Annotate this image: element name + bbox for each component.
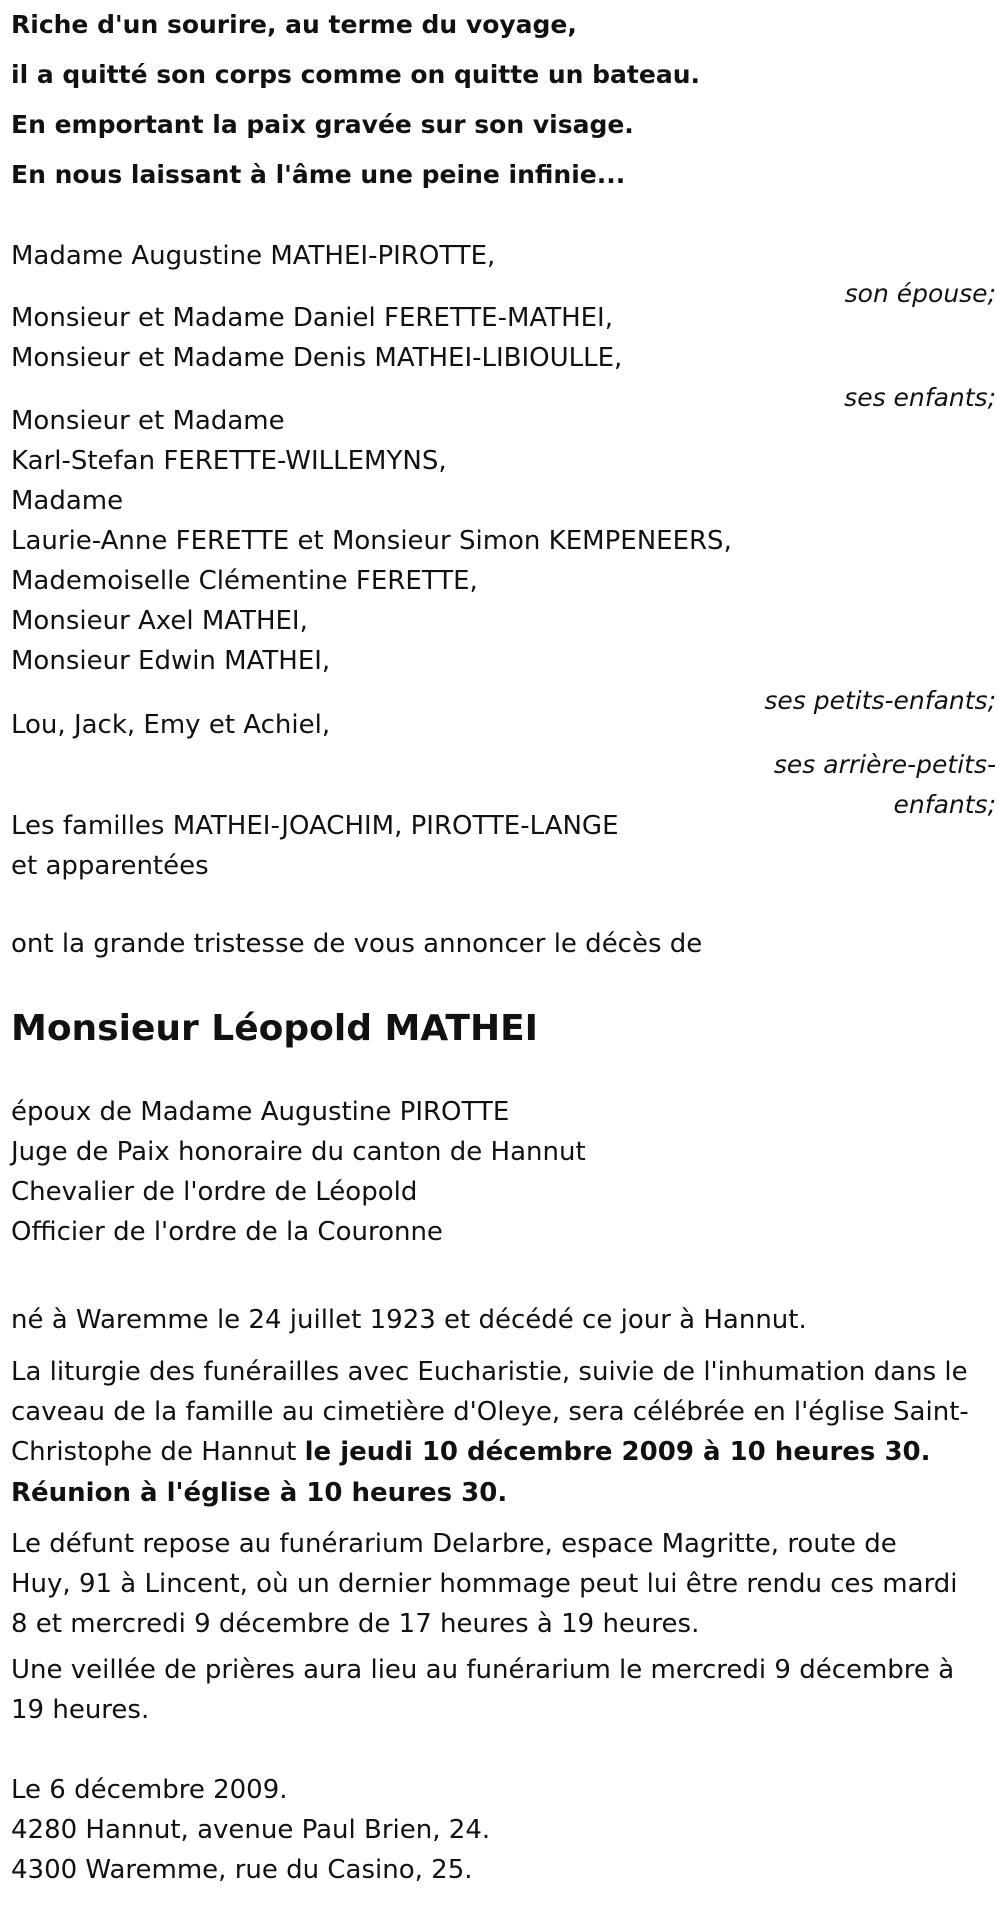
liturgy-line: La liturgie des funérailles avec Eucharistie, suivie de l'inhumation dans le bbox=[11, 1357, 968, 1387]
family-others bbox=[11, 806, 996, 886]
child-name: Monsieur et Madame Daniel FERETTE-MATHEI, bbox=[11, 303, 613, 333]
reunion: Réunion à l'église à 10 heures 30. bbox=[11, 1478, 508, 1508]
family-grandchildren bbox=[11, 401, 996, 721]
poem-line: En nous laissant à l'âme une peine infinie... bbox=[11, 160, 626, 189]
family-children bbox=[11, 298, 996, 418]
liturgy-line: caveau de la famille au cimetière d'Oleye, sera célébrée en l'église Saint- bbox=[11, 1397, 969, 1427]
grandchildren-role: ses petits-enfants; bbox=[764, 686, 996, 715]
great-grandchildren-role-line2: enfants; bbox=[893, 790, 996, 819]
grandchild-line: Monsieur et Madame bbox=[11, 406, 285, 436]
footer-address: 4280 Hannut, avenue Paul Brien, 24. bbox=[11, 1815, 491, 1845]
grandchild-line: Mademoiselle Clémentine FERETTE, bbox=[11, 566, 478, 596]
grandchild-line: Laurie-Anne FERETTE et Monsieur Simon KEMPENEERS, bbox=[11, 526, 732, 556]
great-grandchild-names: Lou, Jack, Emy et Achiel, bbox=[11, 710, 331, 740]
footer bbox=[11, 1770, 996, 1890]
title-line: Officier de l'ordre de la Couronne bbox=[11, 1217, 443, 1247]
announcement: ont la grande tristesse de vous annoncer le décès de bbox=[11, 929, 703, 959]
liturgy-date: le jeudi 10 décembre 2009 à 10 heures 30. bbox=[304, 1437, 931, 1467]
vigil-line: Une veillée de prières aura lieu au funérarium le mercredi 9 décembre à bbox=[11, 1655, 955, 1685]
title-line: Chevalier de l'ordre de Léopold bbox=[11, 1177, 418, 1207]
liturgy bbox=[11, 1352, 996, 1472]
poem-line: Riche d'un sourire, au terme du voyage, bbox=[11, 10, 577, 39]
poem bbox=[11, 0, 700, 200]
birth-death: né à Waremme le 24 juillet 1923 et décédé ce jour à Hannut. bbox=[11, 1305, 807, 1335]
child-name: Monsieur et Madame Denis MATHEI-LIBIOULLE, bbox=[11, 343, 623, 373]
footer-address: 4300 Waremme, rue du Casino, 25. bbox=[11, 1855, 473, 1885]
grandchild-line: Karl-Stefan FERETTE-WILLEMYNS, bbox=[11, 446, 447, 476]
families-line: Les familles MATHEI-JOACHIM, PIROTTE-LANGE bbox=[11, 811, 619, 841]
children-role: ses enfants; bbox=[844, 383, 996, 412]
funerarium-line: Le défunt repose au funérarium Delarbre, espace Magritte, route de bbox=[11, 1529, 897, 1559]
vigil bbox=[11, 1650, 996, 1730]
vigil-line: 19 heures. bbox=[11, 1695, 150, 1725]
grandchild-line: Monsieur Edwin MATHEI, bbox=[11, 646, 331, 676]
deceased-name: Monsieur Léopold MATHEI bbox=[11, 1008, 539, 1049]
grandchild-line: Monsieur Axel MATHEI, bbox=[11, 606, 308, 636]
title-line: Juge de Paix honoraire du canton de Hannut bbox=[11, 1137, 586, 1167]
deceased-titles bbox=[11, 1092, 996, 1252]
poem-line: En emportant la paix gravée sur son visage. bbox=[11, 110, 634, 139]
great-grandchildren-role-line1: ses arrière-petits- bbox=[773, 750, 996, 779]
grandchild-line: Madame bbox=[11, 486, 124, 516]
spouse-role: son épouse; bbox=[844, 279, 996, 308]
families-line: et apparentées bbox=[11, 851, 209, 881]
title-line: époux de Madame Augustine PIROTTE bbox=[11, 1097, 510, 1127]
poem-line: il a quitté son corps comme on quitte un bateau. bbox=[11, 60, 700, 89]
spouse-name: Madame Augustine MATHEI-PIROTTE, bbox=[11, 241, 496, 271]
liturgy-place: Christophe de Hannut bbox=[11, 1437, 305, 1467]
liturgy-line3 bbox=[11, 1432, 996, 1472]
funerarium-line: Huy, 91 à Lincent, où un dernier hommage peut lui être rendu ces mardi bbox=[11, 1569, 958, 1599]
funerarium bbox=[11, 1524, 996, 1644]
footer-date: Le 6 décembre 2009. bbox=[11, 1775, 288, 1805]
funerarium-line: 8 et mercredi 9 décembre de 17 heures à 19 heures. bbox=[11, 1609, 700, 1639]
